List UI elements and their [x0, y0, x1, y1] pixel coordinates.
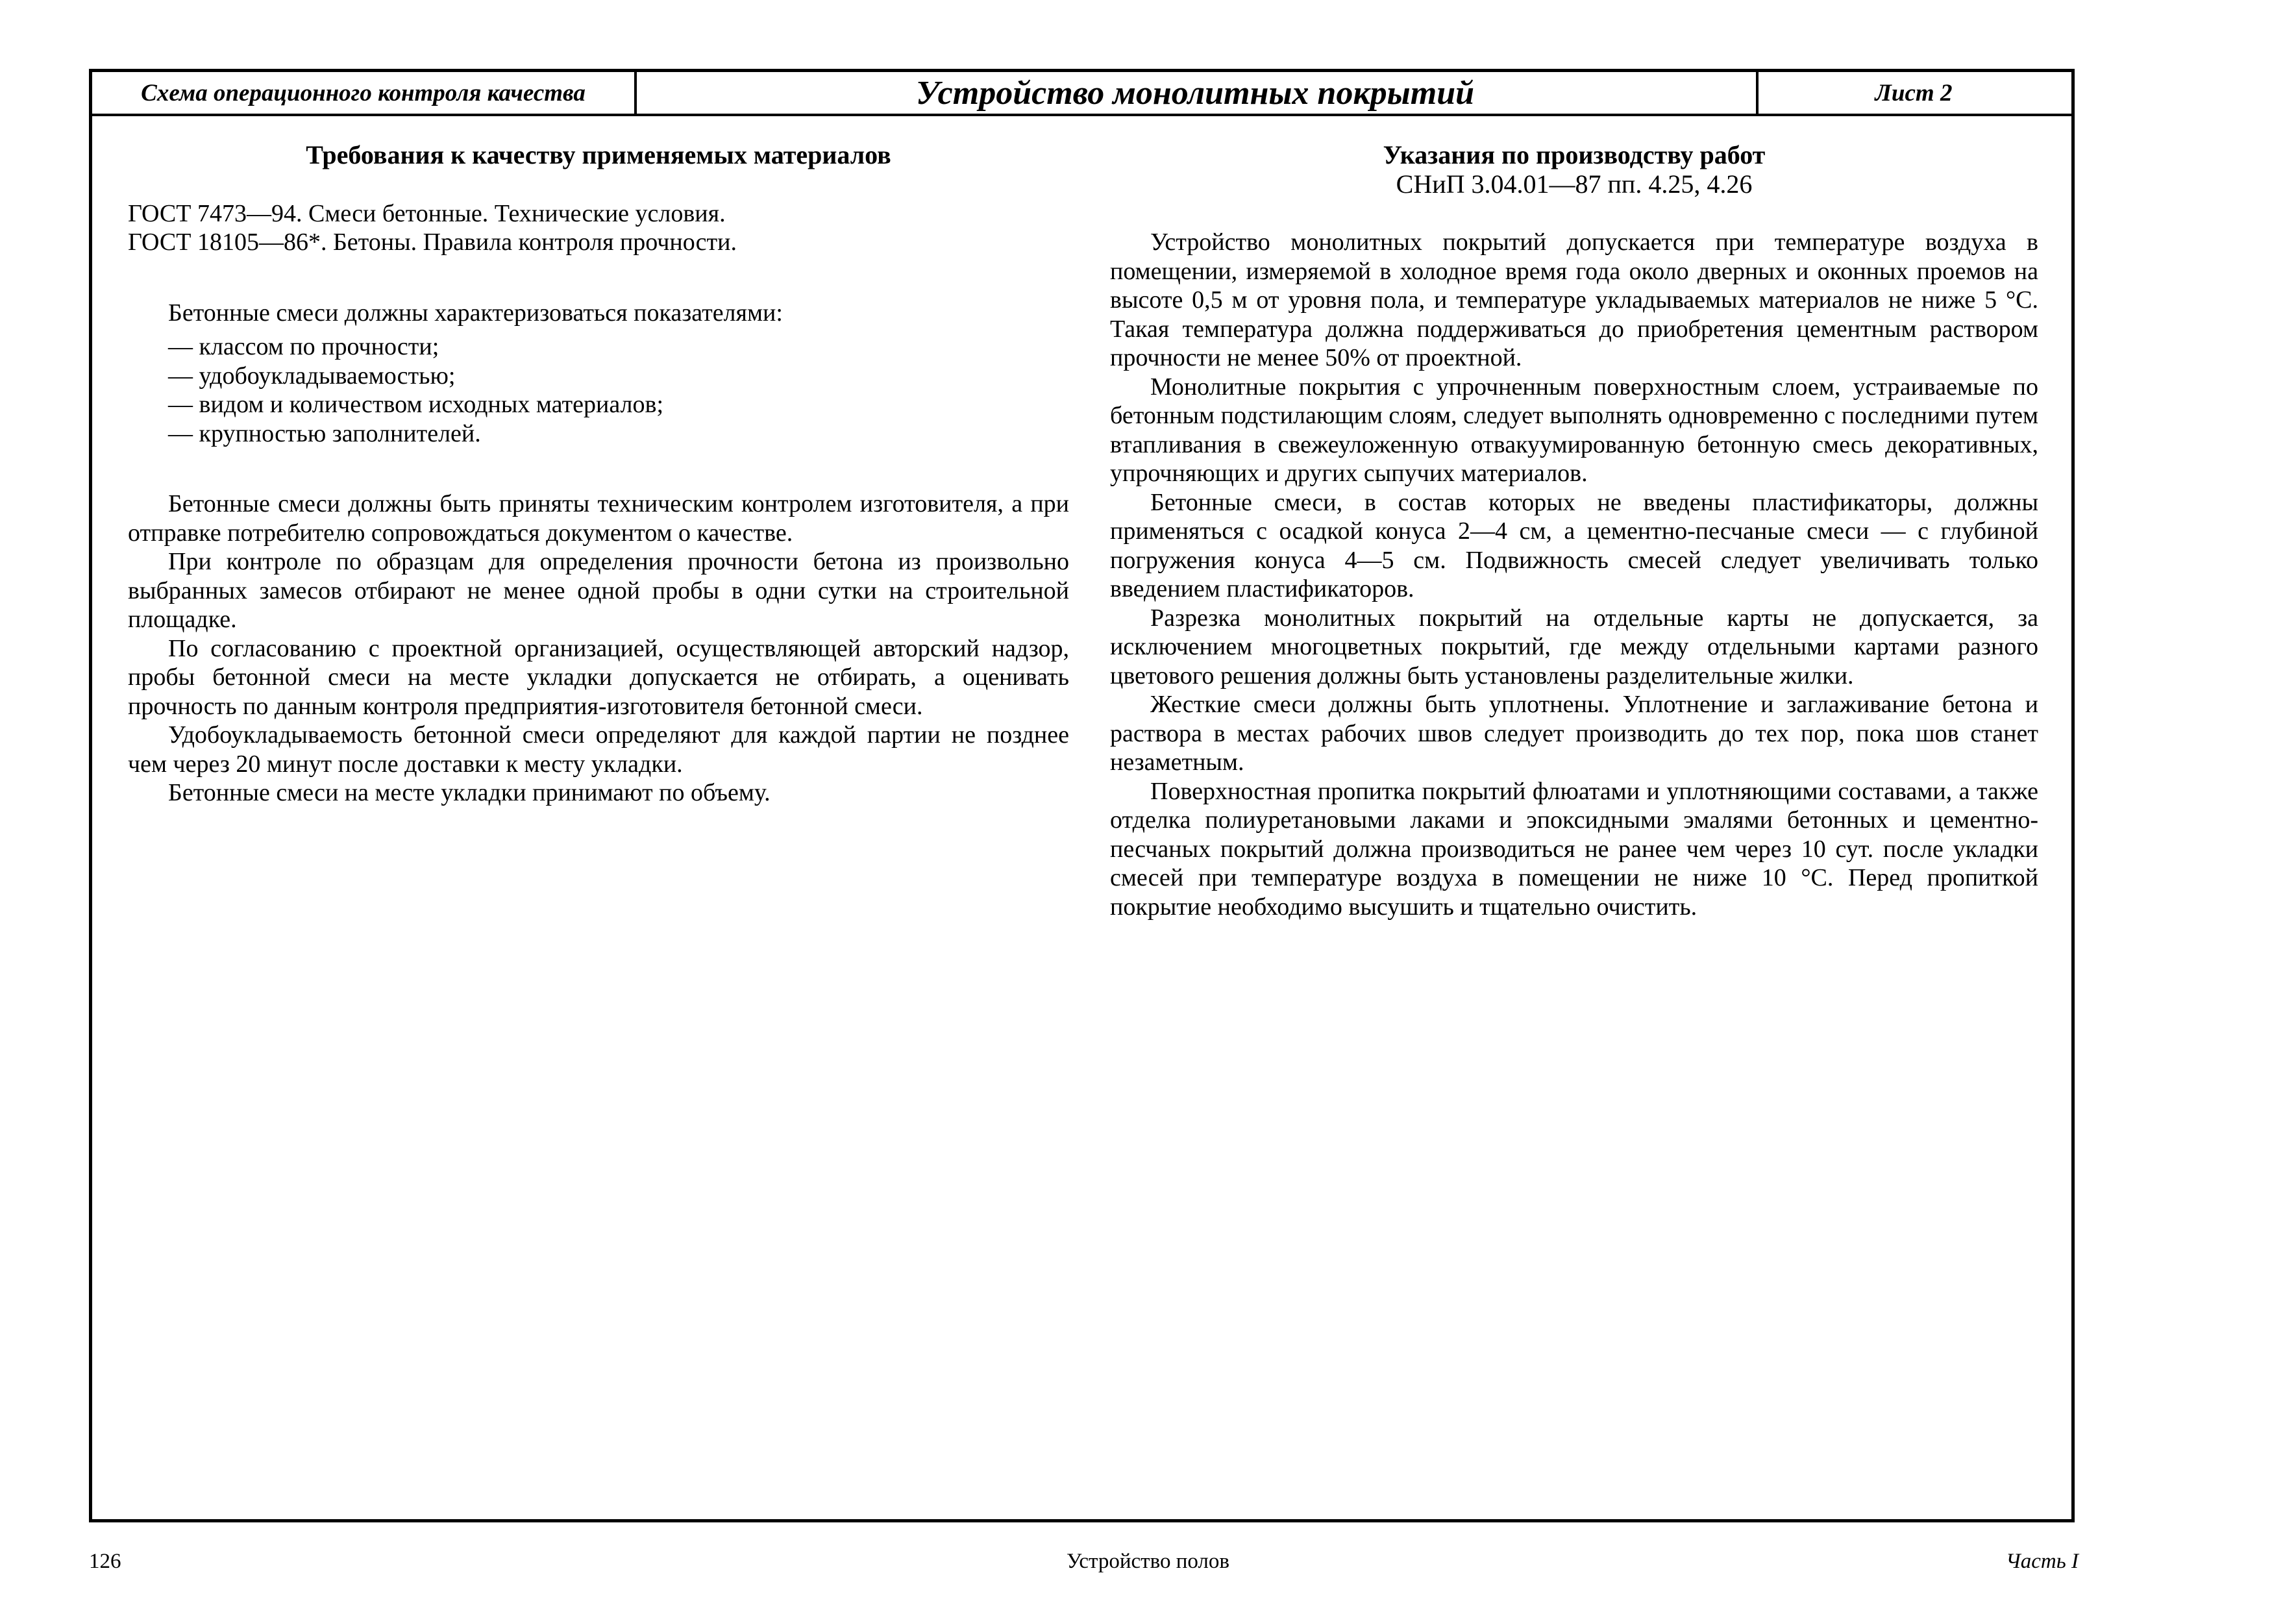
- paragraph: Устройство монолитных покрытий допускается при температуре воздуха в помещении, измеряемой в холодное время года около дверных и оконных проемов на высоте 0,5 м от уровня пола, и температуре укладываемых материалов не ниже 5 °С. Такая температура должна поддерживаться до приобретения цементным раствором прочности не менее 50% от проектной.: [1110, 229, 2038, 371]
- list-item: — классом по прочности;: [168, 333, 439, 360]
- list-item: — удобоукладываемостью;: [168, 362, 456, 390]
- paragraph: Бетонные смеси на месте укладки принимают по объему.: [168, 779, 771, 806]
- paragraph: Разрезка монолитных покрытий на отдельные карты не допускается, за исключением многоцветных покрытий, где между отдельными картами разного цветового решения должны быть установлены разделительные жилки.: [1110, 604, 2038, 689]
- paragraph: Бетонные смеси, в состав которых не введены пластификаторы, должны применяться с осадкой конуса 2—4 см, а цементно-песчаные смеси — с глубиной погружения конуса 4—5 см. Подвижность смесей следует увеличивать только введением пластификаторов.: [1110, 488, 2038, 602]
- list-intro: Бетонные смеси должны характеризоваться показателями:: [168, 299, 783, 327]
- instructions-heading: Указания по производству работ: [1383, 140, 1766, 169]
- footer-part: Часть I: [2006, 1550, 2079, 1573]
- header-scheme-label: Схема операционного контроля качества: [92, 72, 637, 114]
- page-number: 126: [89, 1550, 121, 1573]
- header-sheet-number: Лист 2: [1875, 79, 1953, 106]
- header-title: Устройство монолитных покрытий: [634, 72, 1759, 114]
- footer-title: Устройство полов: [1067, 1550, 1229, 1573]
- header-table: [92, 72, 2071, 116]
- list-item: — крупностью заполнителей.: [168, 419, 481, 447]
- paragraph: При контроле по образцам для определения прочности бетона из произвольно выбранных замесов отбирают не менее одной пробы в одни сутки на строительной площадке.: [128, 548, 1069, 633]
- paragraph: Монолитные покрытия с упрочненным поверхностным слоем, устраиваемые по бетонным подстилающим слоям, следует выполнять одновременно с последними путем втапливания в свежеуложенную отвакуумированную бетонную смесь декоративных, упрочняющих и других сыпучих материалов.: [1110, 373, 2038, 487]
- materials-requirements-column: [128, 141, 1069, 808]
- paragraph: По согласованию с проектной организацией, осуществляющей авторский надзор, пробы бетонной смеси на месте укладки допускается не отбирать, а оценивать прочность по данным контроля предприятия-изготовителя бетонной смеси.: [128, 634, 1069, 720]
- paragraph: Жесткие смеси должны быть уплотнены. Уплотнение и заглаживание бетона и раствора в местах рабочих швов следует производить до тех пор, пока шов станет незаметным.: [1110, 691, 2038, 776]
- paragraph: Бетонные смеси должны быть приняты техническим контролем изготовителя, а при отправке потребителю сопровождаться документом о качестве.: [128, 490, 1069, 547]
- materials-heading: Требования к качеству применяемых материалов: [306, 140, 891, 169]
- paragraph: Удобоукладываемость бетонной смеси определяют для каждой партии не позднее чем через 20 минут после доставки к месту укладки.: [128, 721, 1069, 778]
- standard-line: ГОСТ 7473—94. Смеси бетонные. Технические условия.: [128, 199, 726, 227]
- paragraph: Поверхностная пропитка покрытий флюатами и уплотняющими составами, а также отделка полиуретановыми лаками и эпоксидными эмалями бетонных и цементно-песчаных покрытий должна производиться не ранее чем через 10 сут. после укладки смесей при температуре воздуха в помещении не ниже 10 °С. Перед пропиткой покрытие необходимо высушить и тщательно очистить.: [1110, 777, 2038, 921]
- list-item: — видом и количеством исходных материалов;: [168, 391, 664, 418]
- work-instructions-column: [1110, 141, 2038, 921]
- snip-reference: СНиП 3.04.01—87 пп. 4.25, 4.26: [1396, 169, 1753, 199]
- standard-line: ГОСТ 18105—86*. Бетоны. Правила контроля прочности.: [128, 229, 737, 256]
- document-frame: [89, 69, 2075, 1522]
